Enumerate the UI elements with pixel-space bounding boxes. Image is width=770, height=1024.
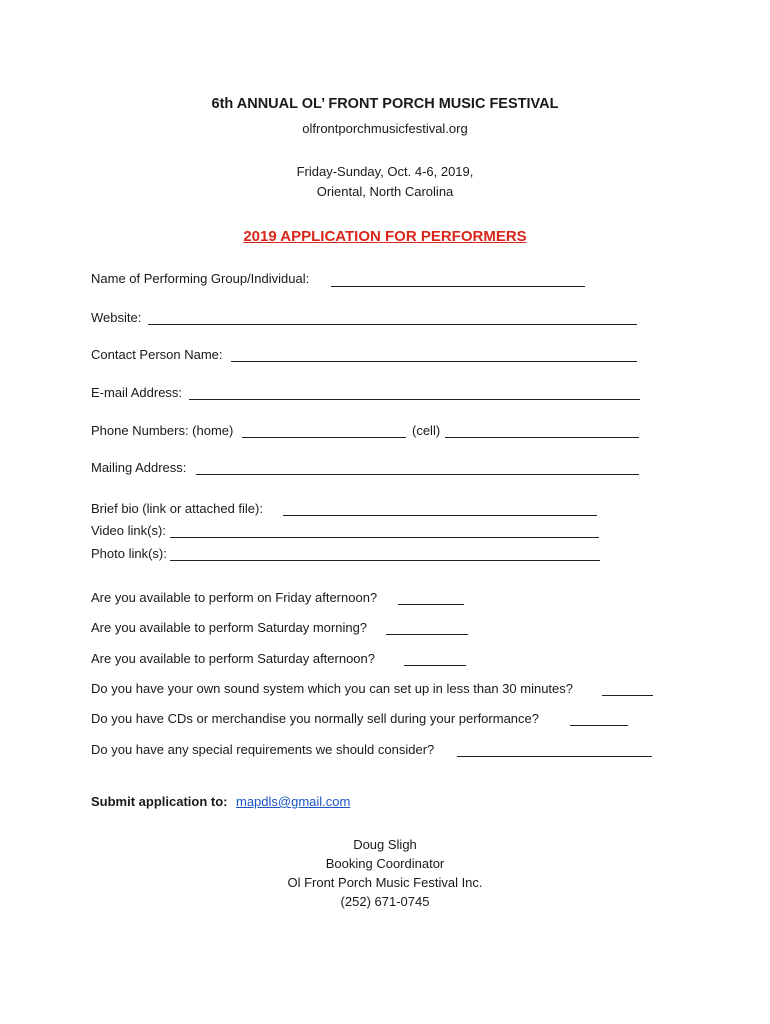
photo-field[interactable] — [170, 560, 600, 561]
contact-role: Booking Coordinator — [325, 856, 445, 871]
contact-name: Doug Sligh — [353, 837, 417, 852]
festival-location: Oriental, North Carolina — [316, 184, 454, 199]
submit-email-link[interactable]: mapdls@gmail.com — [236, 794, 351, 809]
contact-phone: (252) 671-0745 — [340, 894, 430, 909]
contact-org: Ol Front Porch Music Festival Inc. — [287, 875, 483, 890]
submit-label: Submit application to: — [91, 794, 228, 809]
answer-saturday-afternoon[interactable] — [404, 665, 466, 666]
contact-label: Contact Person Name: — [91, 347, 223, 362]
answer-merchandise[interactable] — [570, 725, 628, 726]
photo-label: Photo link(s): — [91, 546, 167, 561]
phone-home-field[interactable] — [242, 437, 406, 438]
phone-home-label: Phone Numbers: (home) — [91, 423, 234, 438]
email-label: E-mail Address: — [91, 385, 183, 400]
video-label: Video link(s): — [91, 523, 166, 538]
phone-cell-label: (cell) — [412, 423, 441, 438]
phone-cell-field[interactable] — [445, 437, 639, 438]
answer-special-requirements[interactable] — [457, 756, 652, 757]
video-field[interactable] — [170, 537, 599, 538]
mailing-label: Mailing Address: — [91, 460, 187, 475]
question-merchandise: Do you have CDs or merchandise you normally sell during your performance? — [91, 711, 539, 726]
festival-title: 6th ANNUAL OL’ FRONT PORCH MUSIC FESTIVAL — [211, 96, 559, 112]
bio-field[interactable] — [283, 515, 597, 516]
website-field[interactable] — [148, 324, 637, 325]
answer-friday-afternoon[interactable] — [398, 604, 464, 605]
answer-saturday-morning[interactable] — [386, 634, 468, 635]
email-field[interactable] — [189, 399, 640, 400]
question-saturday-afternoon: Are you available to perform Saturday afternoon? — [91, 651, 376, 666]
application-title: 2019 APPLICATION FOR PERFORMERS — [243, 228, 527, 245]
website-label: Website: — [91, 310, 142, 325]
question-sound-system: Do you have your own sound system which you can set up in less than 30 minutes? — [91, 681, 573, 696]
question-saturday-morning: Are you available to perform Saturday morning? — [91, 620, 368, 635]
mailing-field[interactable] — [196, 474, 639, 475]
bio-label: Brief bio (link or attached file): — [91, 501, 263, 516]
question-special-requirements: Do you have any special requirements we should consider? — [91, 742, 435, 757]
festival-website: olfrontporchmusicfestival.org — [302, 121, 468, 136]
festival-dates: Friday-Sunday, Oct. 4-6, 2019, — [296, 164, 474, 179]
question-friday-afternoon: Are you available to perform on Friday afternoon? — [91, 590, 378, 605]
name-label: Name of Performing Group/Individual: — [91, 271, 310, 286]
answer-sound-system[interactable] — [602, 695, 653, 696]
contact-field[interactable] — [231, 361, 637, 362]
name-field[interactable] — [331, 286, 585, 287]
